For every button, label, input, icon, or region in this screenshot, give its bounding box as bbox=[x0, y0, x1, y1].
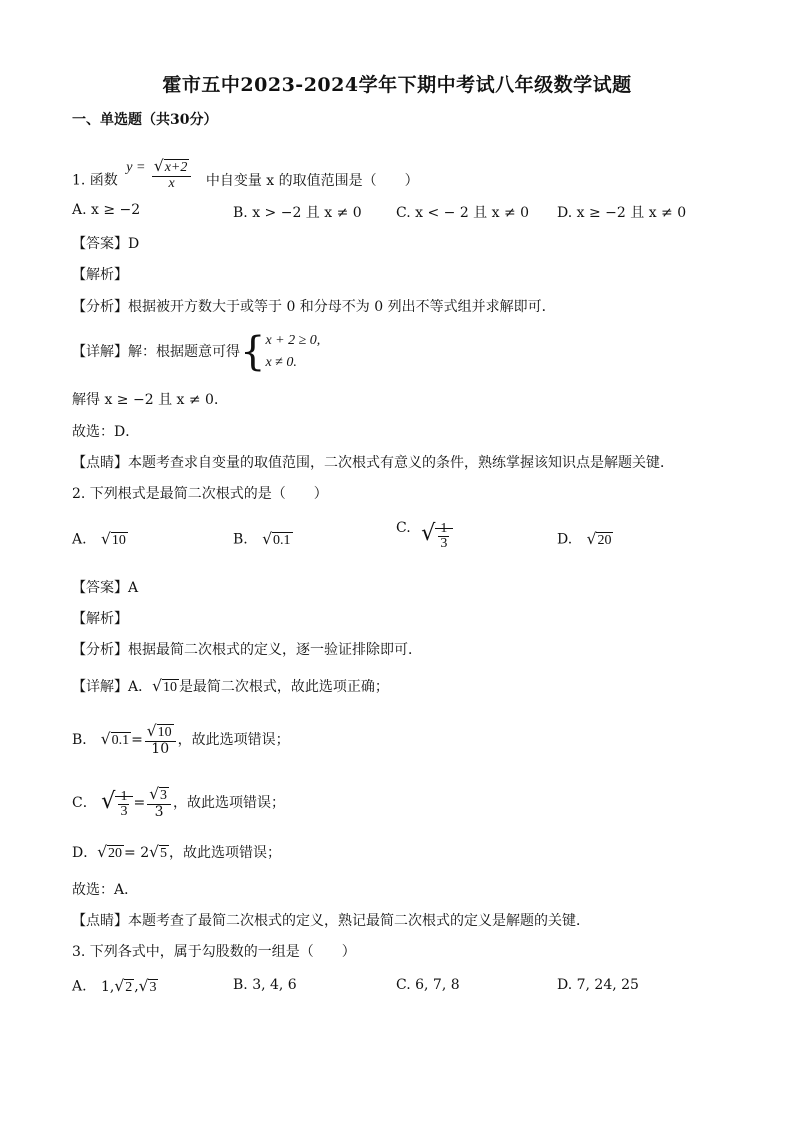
q3-option-b: B. 3, 4, 6 bbox=[233, 977, 297, 993]
q2-comment: 【点睛】本题考查了最简二次根式的定义，熟记最简二次根式的定义是解题的关键． bbox=[72, 913, 590, 929]
brace-icon: { bbox=[240, 329, 266, 375]
question-1-number: 1. 函数 bbox=[72, 172, 118, 189]
q2-option-a: A. √10 bbox=[72, 530, 126, 548]
q2-answer: 【答案】A bbox=[72, 580, 139, 596]
sqrt-sign: √10 bbox=[152, 677, 177, 695]
q1-option-a: A. x ≥ −2 bbox=[72, 202, 141, 218]
sqrt-sign: √20 bbox=[97, 843, 123, 861]
page-title: 霍市五中2023-2024学年下期中考试八年级数学试题 bbox=[162, 74, 632, 96]
q1-detail-lead: 【详解】解：根据题意可得 bbox=[72, 344, 240, 360]
sqrt-sign: √x+2 bbox=[153, 157, 188, 175]
q2-option-b: B. √0.1 bbox=[233, 530, 291, 548]
sqrt-sign: √20 bbox=[586, 530, 612, 548]
inequality-system: x + 2 ≥ 0, x ≠ 0. bbox=[265, 333, 321, 370]
q2-detail-c: C． √ $\frac{1}{3}$ = $\frac{√3}{3}$ ，故此选项错误； bbox=[72, 780, 285, 826]
q1-analysis: 【分析】根据被开方数大于或等于 0 和分母不为 0 列出不等式组并求解即可． bbox=[72, 299, 556, 315]
question-1-tail: 中自变量 x 的取值范围是（ ） bbox=[205, 172, 419, 189]
sqrt-sign: √ $\frac{1}{3}$ bbox=[101, 780, 133, 826]
sqrt-sign: √0.1 bbox=[262, 530, 291, 548]
sqrt-sign: √10 bbox=[101, 530, 126, 548]
q3-option-a: A. 1,√2 ,√3 bbox=[72, 977, 157, 995]
question-3-stem: 3. 下列各式中，属于勾股数的一组是（ ） bbox=[72, 944, 356, 960]
function-fraction: $\frac{√x+2}{x}$ bbox=[152, 158, 191, 191]
function-y: y = bbox=[126, 159, 146, 175]
question-2-stem: 2. 下列根式是最简二次根式的是（ ） bbox=[72, 486, 328, 502]
q3-option-c: C. 6, 7, 8 bbox=[396, 977, 460, 993]
q1-comment: 【点睛】本题考查求自变量的取值范围，二次根式有意义的条件，熟练掌握该知识点是解题关键． bbox=[72, 455, 674, 471]
q1-answer: 【答案】D bbox=[72, 236, 140, 252]
q1-option-c: C. x < − 2 且 x ≠ 0 bbox=[396, 205, 530, 221]
q1-solution: 解得 x ≥ −2 且 x ≠ 0． bbox=[72, 392, 228, 408]
q1-detail bbox=[72, 330, 320, 374]
sqrt-sign: √ $\frac{1}{3}$ bbox=[421, 520, 453, 552]
q3-option-d: D. 7, 24, 25 bbox=[557, 977, 639, 993]
q1-option-b: B. x > −2 且 x ≠ 0 bbox=[233, 205, 362, 221]
q2-detail-a: 【详解】A．√10 是最简二次根式，故此选项正确； bbox=[72, 676, 389, 698]
q2-analysis-heading: 【解析】 bbox=[72, 611, 128, 627]
q1-analysis-heading: 【解析】 bbox=[72, 267, 128, 283]
q2-option-d: D. √20 bbox=[557, 530, 612, 548]
section-heading: 一、单选题（共30分） bbox=[72, 112, 218, 128]
q2-choice: 故选：A． bbox=[72, 882, 139, 898]
q2-analysis: 【分析】根据最简二次根式的定义，逐一验证排除即可． bbox=[72, 642, 422, 658]
q2-detail-b: B． √0.1 = $\frac{√10}{10}$ ，故此选项错误； bbox=[72, 718, 290, 762]
q1-choice: 故选：D． bbox=[72, 424, 140, 440]
sqrt-sign: √0.1 bbox=[100, 730, 130, 748]
q1-option-d: D. x ≥ −2 且 x ≠ 0 bbox=[557, 205, 687, 221]
q2-detail-d: D．√20 = 2√5 ，故此选项错误； bbox=[72, 842, 281, 864]
q2-option-c: C. √ $\frac{1}{3}$ bbox=[396, 520, 453, 552]
question-1-stem bbox=[72, 157, 419, 197]
